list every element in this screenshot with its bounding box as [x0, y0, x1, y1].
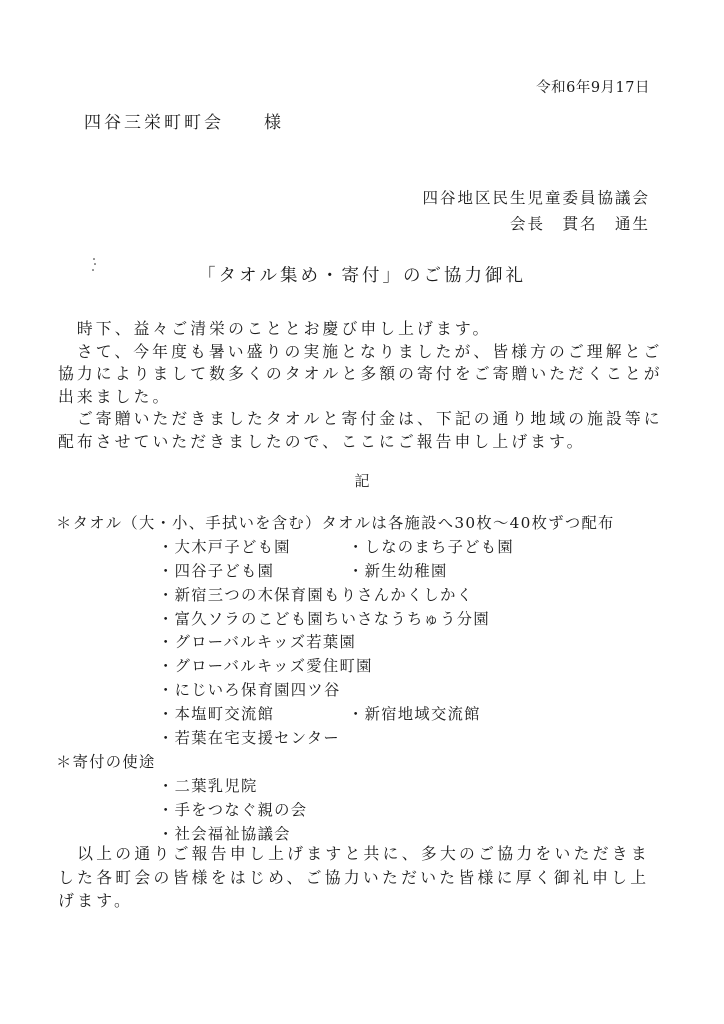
ki-heading: 記 — [354, 472, 370, 490]
greeting-paragraph: 時下、益々ご清栄のこととお慶び申し上げます。 — [58, 319, 492, 338]
letter-date: 令和6年9月17日 — [536, 80, 650, 96]
list-item — [56, 727, 676, 751]
list-item — [56, 679, 676, 703]
sender-organization: 四谷地区民生児童委員協議会 — [422, 189, 650, 207]
list-item — [56, 655, 676, 679]
list-item — [56, 775, 676, 799]
sender-name: 会長 貫名 通生 — [509, 215, 650, 233]
distribution-list — [56, 512, 676, 846]
list-item — [56, 631, 676, 655]
facility-name: ・四谷子ども園 — [158, 561, 275, 580]
facility-name: ・しなのまち子ども園 — [348, 537, 514, 556]
donation-recipient: ・二葉乳児院 — [158, 776, 258, 795]
addressee: 四谷三栄町町会 様 — [84, 113, 284, 133]
facility-name: ・富久ソラのこども園ちいさなうちゅう分園 — [158, 609, 490, 628]
facility-name: ・新生幼稚園 — [348, 561, 448, 580]
list-item — [56, 703, 676, 727]
facility-name: ・グローバルキッズ愛住町園 — [158, 657, 373, 676]
facility-name: ・新宿三つの木保育園もりさんかくしかく — [158, 585, 474, 604]
list-item — [56, 536, 676, 560]
closing-paragraph: 以上の通りご報告申し上げますと共に、多大のご協力をいただきました各町会の皆様をはじめ、ご協力いただいた皆様に厚く御礼申し上げます。 — [58, 844, 651, 910]
towel-heading: ＊タオル（大・小、手拭いを含む）タオルは各施設へ30枚～40枚ずつ配布 — [56, 514, 615, 532]
list-item — [56, 799, 676, 823]
donation-heading: ＊寄付の使途 — [56, 752, 156, 771]
list-item — [56, 560, 676, 584]
donation-recipient: ・手をつなぐ親の会 — [158, 800, 308, 819]
facility-name: ・大木戸子ども園 — [158, 537, 291, 556]
body-paragraph-2: ご寄贈いただきましたタオルと寄付金は、下記の通り地域の施設等に配布させていただきましたので、ここにご報告申し上げます。 — [58, 409, 663, 451]
facility-name: ・本塩町交流館 — [158, 705, 275, 724]
body-paragraph-1: さて、今年度も暑い盛りの実施となりましたが、皆様方のご理解とご協力によりまして数多くのタオルと多額の寄付をご寄贈いただくことが出来ました。 — [58, 341, 663, 406]
facility-name: ・若葉在宅支援センター — [158, 729, 340, 748]
list-item — [56, 584, 676, 608]
facility-name: ・グローバルキッズ若葉園 — [158, 633, 357, 652]
letter-title: 「タオル集め・寄付」のご協力御礼 — [198, 266, 526, 286]
list-item — [56, 608, 676, 632]
facility-name: ・新宿地域交流館 — [348, 705, 481, 724]
donation-recipient: ・社会福祉協議会 — [158, 824, 291, 843]
facility-name: ・にじいろ保育園四ツ谷 — [158, 681, 341, 700]
